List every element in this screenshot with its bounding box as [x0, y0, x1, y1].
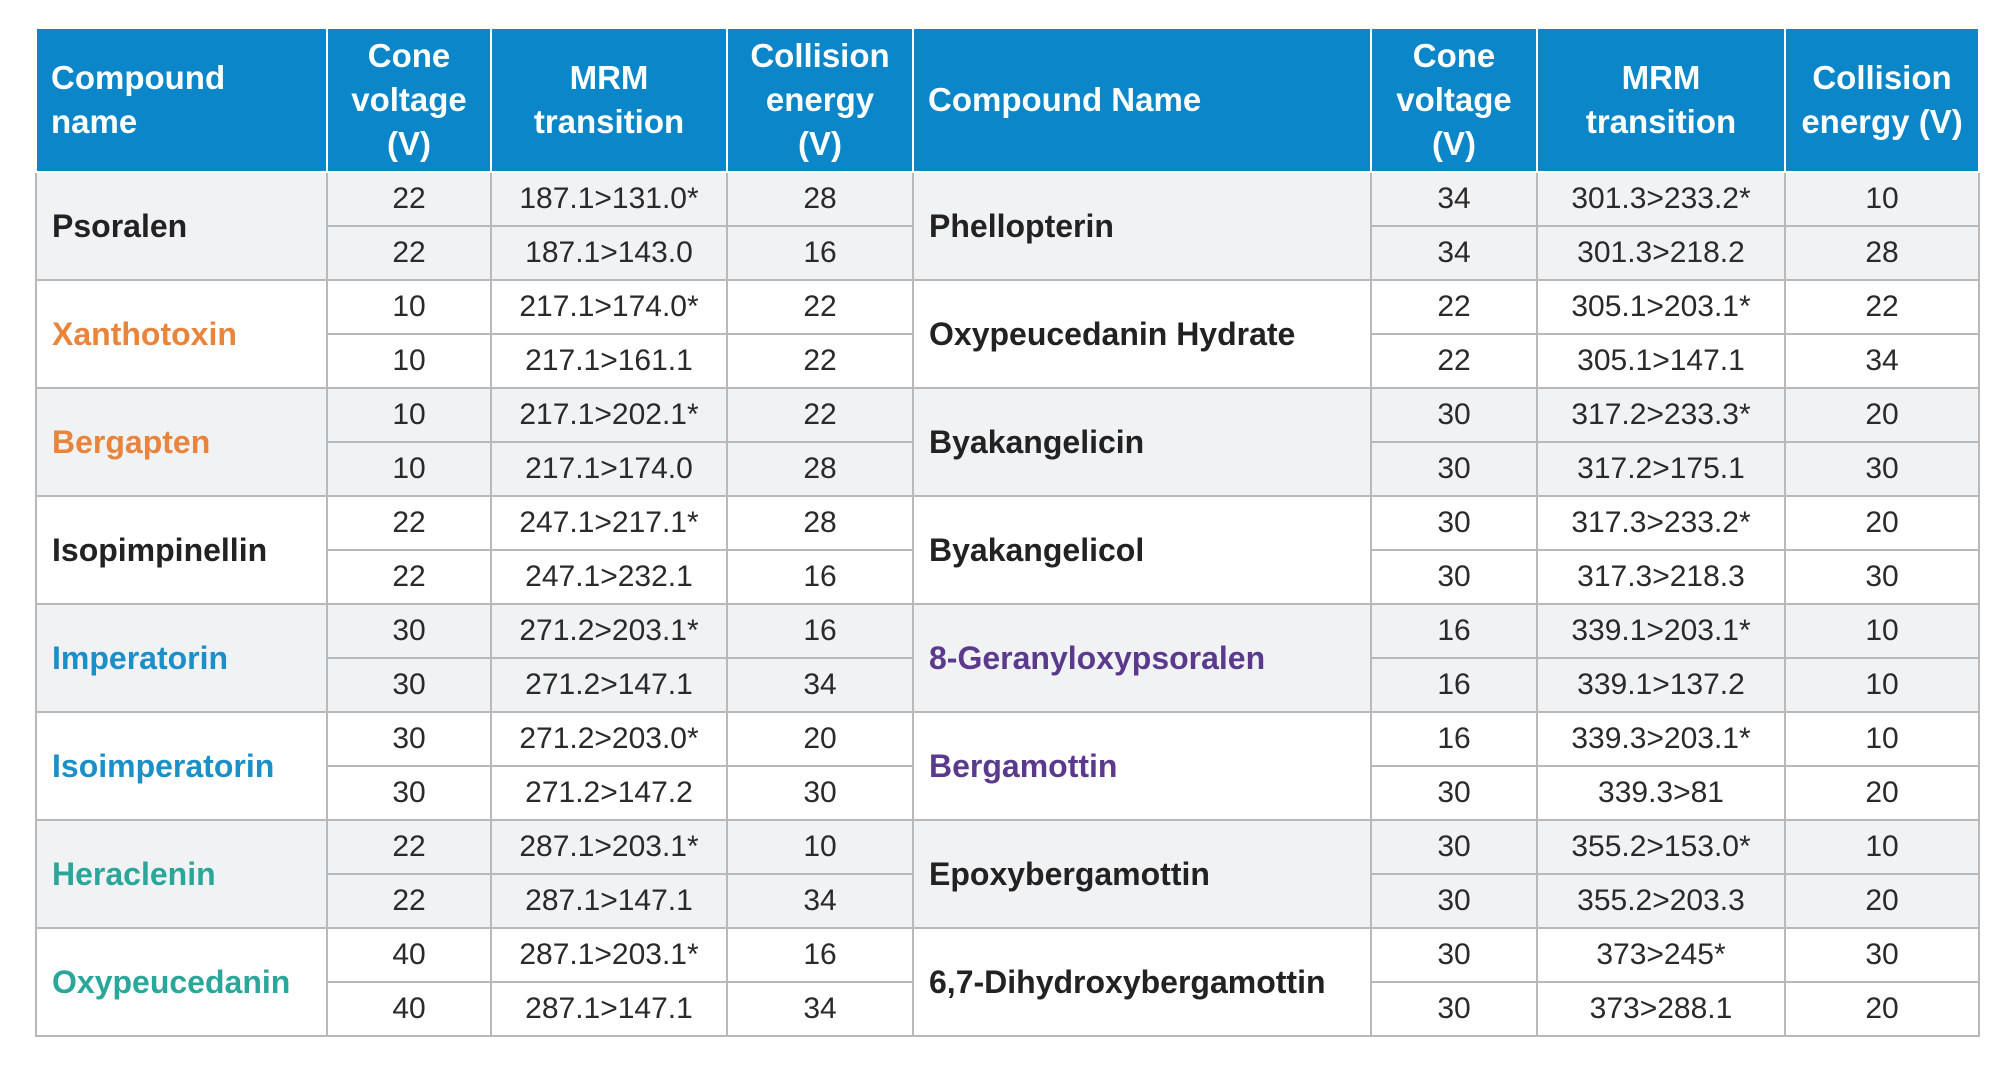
- mrm-transition-cell: 217.1>202.1*: [491, 388, 727, 442]
- table-row: [36, 388, 1979, 442]
- header-collision-energy-right: Collision energy (V): [1785, 28, 1979, 172]
- cone-voltage-cell: 22: [327, 496, 491, 550]
- mrm-transition-cell: 271.2>203.1*: [491, 604, 727, 658]
- compound-name-cell: Isopimpinellin: [36, 496, 327, 604]
- collision-energy-cell: 20: [1785, 766, 1979, 820]
- cone-voltage-cell: 30: [1371, 874, 1537, 928]
- cone-voltage-cell: 22: [327, 874, 491, 928]
- collision-energy-cell: 10: [1785, 172, 1979, 226]
- table-row: [36, 172, 1979, 226]
- collision-energy-cell: 16: [727, 604, 913, 658]
- cone-voltage-cell: 30: [327, 658, 491, 712]
- collision-energy-cell: 30: [1785, 442, 1979, 496]
- collision-energy-cell: 28: [1785, 226, 1979, 280]
- collision-energy-cell: 28: [727, 172, 913, 226]
- mrm-transition-cell: 217.1>161.1: [491, 334, 727, 388]
- cone-voltage-cell: 30: [1371, 442, 1537, 496]
- compound-name-cell: Bergamottin: [913, 712, 1371, 820]
- mrm-transition-cell: 373>245*: [1537, 928, 1785, 982]
- mrm-transition-cell: 187.1>131.0*: [491, 172, 727, 226]
- compound-name-cell: Phellopterin: [913, 172, 1371, 280]
- mrm-transition-cell: 305.1>203.1*: [1537, 280, 1785, 334]
- mrm-transition-cell: 317.3>233.2*: [1537, 496, 1785, 550]
- mrm-transition-cell: 271.2>147.2: [491, 766, 727, 820]
- collision-energy-cell: 30: [1785, 550, 1979, 604]
- collision-energy-cell: 34: [1785, 334, 1979, 388]
- collision-energy-cell: 10: [1785, 820, 1979, 874]
- collision-energy-cell: 22: [727, 388, 913, 442]
- mrm-transition-cell: 339.1>203.1*: [1537, 604, 1785, 658]
- mrm-transition-cell: 339.3>203.1*: [1537, 712, 1785, 766]
- cone-voltage-cell: 22: [327, 172, 491, 226]
- header-compound-name-right: Compound Name: [913, 28, 1371, 172]
- table-row: [36, 712, 1979, 766]
- mrm-transition-cell: 247.1>217.1*: [491, 496, 727, 550]
- cone-voltage-cell: 34: [1371, 226, 1537, 280]
- mrm-transition-cell: 271.2>203.0*: [491, 712, 727, 766]
- compound-name-cell: Oxypeucedanin: [36, 928, 327, 1036]
- header-mrm-transition-right: MRM transition: [1537, 28, 1785, 172]
- mrm-transition-cell: 317.3>218.3: [1537, 550, 1785, 604]
- collision-energy-cell: 34: [727, 874, 913, 928]
- mrm-transition-cell: 287.1>203.1*: [491, 928, 727, 982]
- collision-energy-cell: 10: [1785, 658, 1979, 712]
- mrm-transition-cell: 301.3>218.2: [1537, 226, 1785, 280]
- compound-name-cell: Imperatorin: [36, 604, 327, 712]
- cone-voltage-cell: 30: [1371, 820, 1537, 874]
- collision-energy-cell: 20: [1785, 874, 1979, 928]
- cone-voltage-cell: 22: [1371, 334, 1537, 388]
- mrm-transition-cell: 271.2>147.1: [491, 658, 727, 712]
- header-row: [36, 28, 1979, 172]
- header-compound-name-left: Compound name: [36, 28, 327, 172]
- cone-voltage-cell: 16: [1371, 658, 1537, 712]
- cone-voltage-cell: 22: [327, 550, 491, 604]
- cone-voltage-cell: 30: [1371, 496, 1537, 550]
- compound-name-cell: Isoimperatorin: [36, 712, 327, 820]
- cone-voltage-cell: 10: [327, 334, 491, 388]
- mrm-transition-cell: 187.1>143.0: [491, 226, 727, 280]
- cone-voltage-cell: 10: [327, 388, 491, 442]
- compound-name-cell: Epoxybergamottin: [913, 820, 1371, 928]
- cone-voltage-cell: 22: [1371, 280, 1537, 334]
- collision-energy-cell: 10: [1785, 712, 1979, 766]
- cone-voltage-cell: 30: [327, 604, 491, 658]
- compound-name-cell: Psoralen: [36, 172, 327, 280]
- header-mrm-transition-left: MRM transition: [491, 28, 727, 172]
- mrm-transition-cell: 217.1>174.0: [491, 442, 727, 496]
- mrm-transition-cell: 247.1>232.1: [491, 550, 727, 604]
- collision-energy-cell: 20: [1785, 496, 1979, 550]
- cone-voltage-cell: 30: [1371, 766, 1537, 820]
- mrm-transition-cell: 339.1>137.2: [1537, 658, 1785, 712]
- compound-name-cell: Heraclenin: [36, 820, 327, 928]
- mrm-transition-cell: 305.1>147.1: [1537, 334, 1785, 388]
- cone-voltage-cell: 10: [327, 442, 491, 496]
- collision-energy-cell: 10: [727, 820, 913, 874]
- cone-voltage-cell: 30: [1371, 982, 1537, 1036]
- cone-voltage-cell: 22: [327, 820, 491, 874]
- table-body: [36, 172, 1979, 1036]
- mrm-transition-cell: 339.3>81: [1537, 766, 1785, 820]
- cone-voltage-cell: 30: [1371, 388, 1537, 442]
- collision-energy-cell: 30: [727, 766, 913, 820]
- table-row: [36, 928, 1979, 982]
- collision-energy-cell: 30: [1785, 928, 1979, 982]
- table-row: [36, 280, 1979, 334]
- collision-energy-cell: 20: [1785, 388, 1979, 442]
- table-row: [36, 820, 1979, 874]
- compound-name-cell: Xanthotoxin: [36, 280, 327, 388]
- collision-energy-cell: 16: [727, 928, 913, 982]
- cone-voltage-cell: 30: [327, 712, 491, 766]
- cone-voltage-cell: 40: [327, 928, 491, 982]
- mrm-transition-cell: 373>288.1: [1537, 982, 1785, 1036]
- mrm-transition-cell: 301.3>233.2*: [1537, 172, 1785, 226]
- mrm-transition-cell: 317.2>175.1: [1537, 442, 1785, 496]
- mrm-transition-cell: 287.1>147.1: [491, 874, 727, 928]
- cone-voltage-cell: 10: [327, 280, 491, 334]
- cone-voltage-cell: 40: [327, 982, 491, 1036]
- mrm-transition-cell: 355.2>153.0*: [1537, 820, 1785, 874]
- compound-name-cell: Byakangelicin: [913, 388, 1371, 496]
- header-cone-voltage-left: Cone voltage (V): [327, 28, 491, 172]
- header-collision-energy-left: Collision energy (V): [727, 28, 913, 172]
- collision-energy-cell: 28: [727, 442, 913, 496]
- collision-energy-cell: 22: [727, 280, 913, 334]
- header-cone-voltage-right: Cone voltage (V): [1371, 28, 1537, 172]
- mrm-transition-table: [35, 27, 1980, 1037]
- cone-voltage-cell: 22: [327, 226, 491, 280]
- collision-energy-cell: 16: [727, 226, 913, 280]
- cone-voltage-cell: 16: [1371, 604, 1537, 658]
- cone-voltage-cell: 30: [1371, 550, 1537, 604]
- compound-name-cell: Bergapten: [36, 388, 327, 496]
- collision-energy-cell: 28: [727, 496, 913, 550]
- collision-energy-cell: 16: [727, 550, 913, 604]
- mrm-transition-cell: 355.2>203.3: [1537, 874, 1785, 928]
- compound-name-cell: Byakangelicol: [913, 496, 1371, 604]
- cone-voltage-cell: 30: [327, 766, 491, 820]
- collision-energy-cell: 22: [727, 334, 913, 388]
- collision-energy-cell: 20: [1785, 982, 1979, 1036]
- cone-voltage-cell: 16: [1371, 712, 1537, 766]
- mrm-transition-cell: 287.1>147.1: [491, 982, 727, 1036]
- cone-voltage-cell: 34: [1371, 172, 1537, 226]
- collision-energy-cell: 34: [727, 658, 913, 712]
- cone-voltage-cell: 30: [1371, 928, 1537, 982]
- collision-energy-cell: 34: [727, 982, 913, 1036]
- compound-name-cell: 8-Geranyloxypsoralen: [913, 604, 1371, 712]
- mrm-transition-cell: 287.1>203.1*: [491, 820, 727, 874]
- compound-name-cell: Oxypeucedanin Hydrate: [913, 280, 1371, 388]
- table-row: [36, 604, 1979, 658]
- compound-name-cell: 6,7-Dihydroxybergamottin: [913, 928, 1371, 1036]
- mrm-transition-cell: 317.2>233.3*: [1537, 388, 1785, 442]
- collision-energy-cell: 22: [1785, 280, 1979, 334]
- collision-energy-cell: 20: [727, 712, 913, 766]
- mrm-transition-cell: 217.1>174.0*: [491, 280, 727, 334]
- table-row: [36, 496, 1979, 550]
- collision-energy-cell: 10: [1785, 604, 1979, 658]
